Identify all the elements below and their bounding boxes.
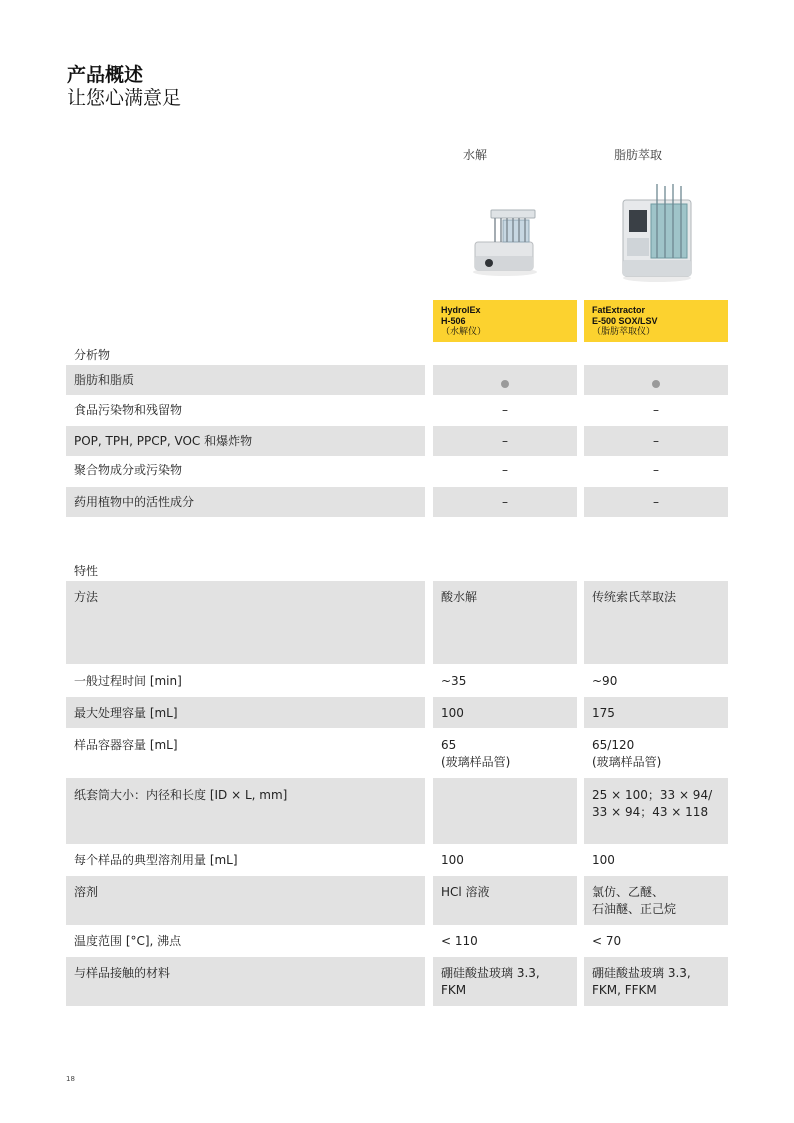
product-desc: （水解仪） xyxy=(441,326,487,336)
table-row xyxy=(66,778,728,844)
row-value: < 110 xyxy=(441,934,478,948)
row-value xyxy=(433,730,577,776)
cell-line: (玻璃样品管) xyxy=(441,755,511,769)
section-label-features: 特性 xyxy=(74,564,99,578)
cell-line: 33 × 94；43 × 118 xyxy=(592,805,709,819)
row-label: 与样品接触的材料 xyxy=(66,957,425,1006)
row-label: 脂肪和脂质 xyxy=(66,365,425,395)
row-label: 溶剂 xyxy=(66,876,425,925)
row-value xyxy=(433,957,577,1006)
row-label: 温度范围 [°C], 沸点 xyxy=(74,934,182,948)
product-desc: （脂肪萃取仪） xyxy=(592,326,656,336)
row-value xyxy=(433,365,577,395)
row-label: 纸套筒大小：内径和长度 [ID × L, mm] xyxy=(66,778,425,844)
row-value: – xyxy=(502,463,508,477)
row-value: 传统索氏萃取法 xyxy=(584,581,728,664)
row-value: – xyxy=(584,426,728,456)
row-value: – xyxy=(653,403,659,417)
row-value: – xyxy=(653,463,659,477)
row-value: 100 xyxy=(433,697,577,728)
cell-line: 硼硅酸盐玻璃 3.3, xyxy=(441,966,540,980)
row-value: 100 xyxy=(441,853,464,867)
row-label: POP, TPH, PPCP, VOC 和爆炸物 xyxy=(66,426,425,456)
row-label: 最大处理容量 [mL] xyxy=(66,697,425,728)
row-value: – xyxy=(584,487,728,517)
row-label: 方法 xyxy=(66,581,425,664)
table-row xyxy=(66,426,728,456)
table-row xyxy=(66,397,728,423)
cell-line: 65 xyxy=(441,738,457,752)
category-fat-extraction: 脂肪萃取 xyxy=(614,148,663,162)
table-row xyxy=(66,957,728,1006)
extraction-unit-image xyxy=(617,180,697,284)
table-row xyxy=(66,846,728,874)
table-row xyxy=(66,667,728,695)
row-value: HCl 溶液 xyxy=(433,876,577,925)
table-row xyxy=(66,365,728,395)
product-model: E-500 SOX/LSV xyxy=(592,315,658,326)
row-label: 食品污染物和残留物 xyxy=(74,403,183,417)
row-value: – xyxy=(502,403,508,417)
table-row xyxy=(66,457,728,483)
cell-line: (玻璃样品管) xyxy=(592,755,662,769)
row-value: ~90 xyxy=(592,674,618,688)
cell-line: 硼硅酸盐玻璃 3.3, xyxy=(592,966,691,980)
row-label: 聚合物成分或污染物 xyxy=(74,463,183,477)
row-label: 样品容器容量 [mL] xyxy=(74,738,178,752)
table-row xyxy=(66,697,728,728)
hydrolysis-unit-image xyxy=(463,196,547,280)
row-value: 酸水解 xyxy=(433,581,577,664)
row-value xyxy=(584,778,728,844)
product-name: FatExtractor xyxy=(592,305,646,315)
cell-line: FKM xyxy=(441,983,467,997)
included-dot-icon xyxy=(501,380,509,388)
product-name: HydrolEx xyxy=(441,305,481,315)
cell-line: FKM, FFKM xyxy=(592,983,657,997)
row-value: 100 xyxy=(592,853,615,867)
category-hydrolysis: 水解 xyxy=(463,148,488,162)
included-dot-icon xyxy=(652,380,660,388)
row-value: < 70 xyxy=(592,934,622,948)
table-row xyxy=(66,581,728,664)
cell-line: 65/120 xyxy=(592,738,635,752)
table-row xyxy=(66,876,728,925)
table-row xyxy=(66,927,728,955)
row-value xyxy=(433,778,577,844)
row-value xyxy=(584,876,728,925)
row-value: – xyxy=(433,426,577,456)
page-title: 产品概述 xyxy=(67,64,144,86)
section-label-analytes: 分析物 xyxy=(74,348,111,362)
table-row xyxy=(66,487,728,517)
cell-line: 石油醚、正己烷 xyxy=(592,902,677,916)
row-label: 药用植物中的活性成分 xyxy=(66,487,425,517)
row-value: – xyxy=(433,487,577,517)
row-value xyxy=(584,957,728,1006)
row-value: 175 xyxy=(584,697,728,728)
product-model: H-506 xyxy=(441,315,466,326)
row-value: ~35 xyxy=(441,674,467,688)
row-label: 每个样品的典型溶剂用量 [mL] xyxy=(74,853,238,867)
row-value xyxy=(584,365,728,395)
cell-line: 25 × 100；33 × 94/ xyxy=(592,788,713,802)
product-badge-hydrolex xyxy=(433,300,577,342)
cell-line: 氯仿、乙醚、 xyxy=(592,885,665,899)
table-row xyxy=(66,730,728,776)
page-subtitle: 让您心满意足 xyxy=(67,87,182,109)
product-badge-fatextractor xyxy=(584,300,728,342)
row-label: 一般过程时间 [min] xyxy=(74,674,182,688)
row-value xyxy=(584,730,728,776)
page-number: 18 xyxy=(66,1075,75,1083)
